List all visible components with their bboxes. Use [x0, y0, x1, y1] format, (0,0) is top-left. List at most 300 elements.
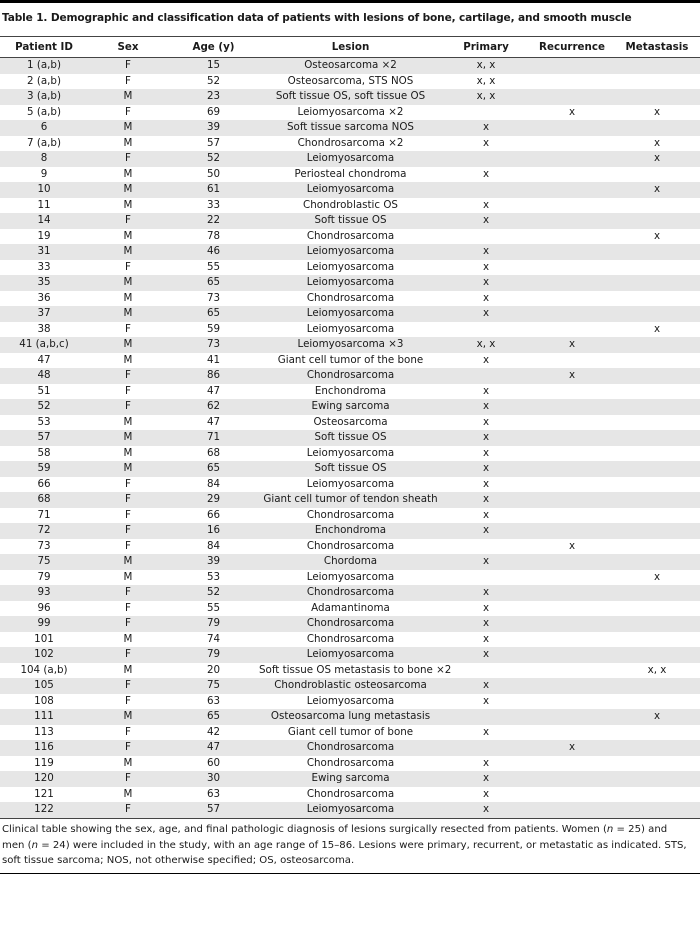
cell-sex: F — [88, 771, 168, 787]
cell-patient-id: 10 — [0, 182, 88, 198]
cell-lesion: Soft tissue sarcoma NOS — [259, 120, 442, 136]
cell-primary: x — [482, 446, 490, 459]
table-row — [0, 446, 700, 462]
table-row — [0, 306, 700, 322]
cell-sex: M — [123, 787, 133, 800]
cell-primary: x — [442, 430, 530, 446]
table-row — [0, 167, 700, 183]
cell-patient-id: 2 (a,b) — [27, 74, 61, 87]
table-row — [0, 756, 700, 772]
cell-recurrence — [530, 492, 614, 508]
cell-metastasis — [614, 461, 700, 477]
cell-primary: x — [482, 477, 490, 490]
cell-sex: F — [88, 58, 168, 74]
cell-lesion: Soft tissue OS — [259, 430, 442, 446]
bottom-rule — [0, 873, 700, 874]
cell-primary: x — [442, 244, 530, 260]
table-row — [0, 477, 700, 493]
cell-recurrence — [530, 322, 614, 338]
cell-sex: M — [123, 229, 133, 242]
cell-metastasis — [614, 647, 700, 663]
cell-metastasis — [614, 89, 700, 105]
cell-recurrence — [530, 477, 614, 493]
cell-lesion: Soft tissue OS — [259, 461, 442, 477]
table-row — [0, 523, 700, 539]
cell-age: 15 — [168, 58, 259, 74]
table-row — [0, 291, 700, 307]
cell-metastasis — [614, 337, 700, 353]
cell-metastasis: x — [614, 182, 700, 198]
cell-patient-id: 104 (a,b) — [20, 663, 68, 676]
cell-lesion: Periosteal chondroma — [294, 167, 407, 180]
table-row — [0, 694, 700, 710]
cell-recurrence — [530, 260, 614, 276]
cell-lesion: Ewing sarcoma — [259, 399, 442, 415]
table-row — [0, 802, 700, 818]
cell-primary: x — [482, 415, 490, 428]
cell-primary: x — [482, 725, 490, 738]
cell-recurrence — [530, 167, 614, 183]
cell-patient-id: 53 — [37, 415, 51, 428]
cell-sex: F — [125, 508, 131, 521]
cell-primary — [442, 709, 530, 725]
cell-lesion: Adamantinoma — [311, 601, 390, 614]
cell-age: 63 — [206, 694, 221, 707]
cell-patient-id: 19 — [37, 229, 51, 242]
cell-patient-id: 3 (a,b) — [0, 89, 88, 105]
cell-recurrence — [530, 461, 614, 477]
cell-metastasis — [614, 384, 700, 400]
cell-lesion: Leiomyosarcoma — [259, 275, 442, 291]
cell-age: 47 — [206, 384, 221, 397]
cell-patient-id: 33 — [37, 260, 51, 273]
cell-age: 59 — [206, 322, 221, 335]
table-header — [0, 37, 700, 58]
cell-recurrence — [530, 244, 614, 260]
cell-metastasis: x, x — [647, 663, 667, 676]
cell-sex: M — [123, 756, 133, 769]
cell-patient-id: 47 — [37, 353, 51, 366]
cell-sex: M — [88, 120, 168, 136]
cell-lesion: Chondrosarcoma — [259, 585, 442, 601]
top-rule — [0, 0, 700, 3]
cell-recurrence — [530, 306, 614, 322]
cell-age: 55 — [206, 601, 221, 614]
cell-lesion: Chordoma — [259, 554, 442, 570]
cell-recurrence — [530, 136, 614, 152]
cell-age: 42 — [206, 725, 221, 738]
cell-metastasis: x — [653, 105, 661, 118]
cell-sex: M — [123, 291, 133, 304]
table-row — [0, 322, 700, 338]
cell-patient-id: 8 — [0, 151, 88, 167]
table-row — [0, 213, 700, 229]
cell-patient-id: 58 — [37, 446, 51, 459]
cell-patient-id: 35 — [0, 275, 88, 291]
cell-recurrence — [530, 616, 614, 632]
cell-primary: x — [442, 213, 530, 229]
table-row — [0, 740, 700, 756]
cell-lesion: Chondrosarcoma — [306, 756, 395, 769]
cell-sex: M — [123, 167, 133, 180]
cell-recurrence: x — [530, 368, 614, 384]
cell-sex: M — [88, 337, 168, 353]
cell-age: 47 — [206, 415, 221, 428]
cell-metastasis — [614, 554, 700, 570]
cell-sex: F — [88, 399, 168, 415]
cell-patient-id: 102 — [0, 647, 88, 663]
cell-age: 78 — [206, 229, 221, 242]
cell-primary: x — [442, 492, 530, 508]
cell-age: 60 — [206, 756, 221, 769]
cell-age: 65 — [168, 306, 259, 322]
cell-recurrence: x — [568, 539, 576, 552]
cell-age: 84 — [206, 539, 221, 552]
cell-patient-id: 96 — [37, 601, 51, 614]
cell-patient-id: 57 — [0, 430, 88, 446]
cell-age: 65 — [168, 461, 259, 477]
cell-lesion: Osteosarcoma lung metastasis — [259, 709, 442, 725]
cell-metastasis — [614, 678, 700, 694]
cell-primary: x — [442, 678, 530, 694]
cell-patient-id: 38 — [37, 322, 51, 335]
cell-patient-id: 121 — [34, 787, 54, 800]
table-row — [0, 663, 700, 679]
cell-sex: M — [123, 198, 133, 211]
cell-primary — [442, 368, 530, 384]
cell-metastasis — [614, 167, 700, 183]
table-row — [0, 539, 700, 555]
cell-sex: F — [125, 539, 131, 552]
header-row — [0, 37, 700, 58]
header-primary: Primary — [463, 41, 509, 53]
cell-age: 73 — [206, 291, 221, 304]
cell-sex: F — [125, 322, 131, 335]
cell-sex: M — [123, 415, 133, 428]
cell-patient-id: 105 — [0, 678, 88, 694]
table-row — [0, 787, 700, 803]
cell-metastasis — [614, 632, 700, 648]
cell-primary — [442, 663, 530, 679]
cell-lesion: Soft tissue OS, soft tissue OS — [259, 89, 442, 105]
cell-lesion: Leiomyosarcoma ×3 — [259, 337, 442, 353]
cell-primary: x — [442, 647, 530, 663]
cell-recurrence — [530, 353, 614, 369]
cell-lesion: Giant cell tumor of bone — [287, 725, 414, 738]
cell-patient-id: 14 — [0, 213, 88, 229]
cell-lesion: Enchondroma — [314, 384, 387, 397]
cell-metastasis — [614, 725, 700, 741]
cell-primary: x — [442, 120, 530, 136]
cell-primary: x — [482, 756, 490, 769]
table-row — [0, 105, 700, 121]
cell-metastasis — [614, 198, 700, 214]
cell-lesion: Chondrosarcoma — [306, 787, 395, 800]
cell-recurrence — [530, 601, 614, 617]
table-footnote: Clinical table showing the sex, age, and final pathologic diagnosis of lesions surgically resected from patients. Women (n = 25) and men (n = 24) were included in the study, with an age range of 15–86. Lesions were primary, recurrent, or metastatic as indicated. STS, soft tissue sarcoma; NOS, not otherwise specified; OS, osteosarcoma. — [2, 824, 687, 866]
cell-age: 57 — [206, 136, 221, 149]
cell-sex: F — [88, 368, 168, 384]
cell-recurrence — [530, 430, 614, 446]
table-caption: Table 1. Demographic and classification data of patients with lesions of bone, cartilage, and smooth muscle — [2, 12, 632, 24]
cell-metastasis — [614, 275, 700, 291]
cell-lesion: Chondrosarcoma — [259, 616, 442, 632]
cell-lesion: Leiomyosarcoma — [306, 694, 395, 707]
cell-lesion: Leiomyosarcoma — [259, 306, 442, 322]
cell-recurrence — [530, 291, 614, 307]
cell-patient-id: 5 (a,b) — [27, 105, 61, 118]
cell-sex: F — [125, 384, 131, 397]
cell-age: 46 — [168, 244, 259, 260]
table-row — [0, 58, 700, 74]
cell-age: 39 — [168, 554, 259, 570]
cell-patient-id: 59 — [0, 461, 88, 477]
cell-patient-id: 111 — [0, 709, 88, 725]
cell-metastasis — [614, 756, 700, 772]
cell-sex: M — [88, 275, 168, 291]
cell-lesion: Leiomyosarcoma — [306, 477, 395, 490]
cell-recurrence — [530, 554, 614, 570]
table-row — [0, 353, 700, 369]
cell-primary: x — [482, 167, 490, 180]
table-row — [0, 678, 700, 694]
cell-sex: F — [88, 523, 168, 539]
cell-age: 75 — [168, 678, 259, 694]
cell-patient-id: 37 — [0, 306, 88, 322]
cell-recurrence — [530, 725, 614, 741]
header-metastasis: Metastasis — [625, 41, 689, 53]
cell-recurrence — [530, 213, 614, 229]
cell-recurrence — [530, 508, 614, 524]
cell-recurrence — [530, 647, 614, 663]
table-row — [0, 275, 700, 291]
cell-age: 66 — [206, 508, 221, 521]
cell-recurrence — [530, 120, 614, 136]
cell-lesion: Leiomyosarcoma — [306, 570, 395, 583]
cell-lesion: Chondrosarcoma — [259, 740, 442, 756]
cell-primary: x — [442, 399, 530, 415]
cell-age: 68 — [206, 446, 221, 459]
cell-metastasis — [614, 508, 700, 524]
cell-sex: F — [125, 260, 131, 273]
table-row — [0, 368, 700, 384]
table-row — [0, 260, 700, 276]
cell-metastasis — [614, 58, 700, 74]
cell-lesion: Leiomyosarcoma — [259, 244, 442, 260]
cell-age: 20 — [206, 663, 221, 676]
cell-patient-id: 11 — [37, 198, 51, 211]
cell-metastasis — [614, 601, 700, 617]
cell-sex: M — [123, 663, 133, 676]
cell-recurrence — [530, 198, 614, 214]
cell-sex: M — [88, 709, 168, 725]
table-row — [0, 461, 700, 477]
cell-primary — [442, 740, 530, 756]
cell-metastasis — [614, 523, 700, 539]
cell-lesion: Leiomyosarcoma ×2 — [297, 105, 404, 118]
cell-patient-id: 101 — [34, 632, 54, 645]
cell-age: 52 — [168, 585, 259, 601]
cell-sex: F — [88, 647, 168, 663]
cell-age: 65 — [168, 709, 259, 725]
cell-lesion: Giant cell tumor of tendon sheath — [259, 492, 442, 508]
cell-sex: M — [123, 353, 133, 366]
cell-primary: x — [442, 554, 530, 570]
cell-metastasis — [614, 399, 700, 415]
cell-primary — [442, 322, 530, 338]
cell-sex: M — [88, 461, 168, 477]
cell-recurrence — [530, 275, 614, 291]
cell-recurrence — [530, 663, 614, 679]
cell-lesion: Leiomyosarcoma — [259, 647, 442, 663]
cell-patient-id: 52 — [0, 399, 88, 415]
cell-sex: F — [88, 802, 168, 818]
cell-recurrence — [530, 58, 614, 74]
cell-primary: x — [442, 275, 530, 291]
table-row — [0, 647, 700, 663]
cell-primary: x — [482, 291, 490, 304]
cell-metastasis — [614, 477, 700, 493]
cell-recurrence — [530, 694, 614, 710]
cell-age: 23 — [168, 89, 259, 105]
cell-age: 55 — [206, 260, 221, 273]
cell-primary — [442, 182, 530, 198]
table-row — [0, 151, 700, 167]
cell-recurrence — [530, 709, 614, 725]
cell-recurrence — [530, 632, 614, 648]
cell-metastasis — [614, 787, 700, 803]
cell-lesion: Leiomyosarcoma — [259, 802, 442, 818]
table-row — [0, 616, 700, 632]
cell-lesion: Chondrosarcoma — [306, 632, 395, 645]
cell-patient-id: 73 — [37, 539, 51, 552]
cell-recurrence — [530, 585, 614, 601]
cell-primary: x — [442, 461, 530, 477]
cell-age: 16 — [168, 523, 259, 539]
cell-recurrence — [530, 74, 614, 90]
header-patient-id: Patient ID — [15, 41, 73, 53]
cell-patient-id: 99 — [0, 616, 88, 632]
header-age: Age (y) — [192, 41, 235, 53]
cell-age: 73 — [168, 337, 259, 353]
cell-lesion: Ewing sarcoma — [259, 771, 442, 787]
cell-primary: x — [442, 771, 530, 787]
cell-primary: x, x — [442, 58, 530, 74]
table-row — [0, 198, 700, 214]
cell-age: 79 — [168, 647, 259, 663]
cell-sex: F — [125, 105, 131, 118]
cell-lesion: Leiomyosarcoma — [306, 446, 395, 459]
cell-sex: F — [88, 740, 168, 756]
cell-age: 29 — [168, 492, 259, 508]
cell-recurrence — [530, 802, 614, 818]
cell-metastasis — [614, 616, 700, 632]
cell-lesion: Chondrosarcoma ×2 — [297, 136, 404, 149]
header-lesion: Lesion — [331, 41, 370, 53]
cell-metastasis — [614, 740, 700, 756]
cell-sex: F — [88, 492, 168, 508]
cell-recurrence: x — [568, 105, 576, 118]
table-row — [0, 384, 700, 400]
cell-age: 61 — [168, 182, 259, 198]
table-row — [0, 74, 700, 90]
cell-lesion: Giant cell tumor of the bone — [277, 353, 424, 366]
cell-sex: M — [123, 446, 133, 459]
cell-patient-id: 75 — [0, 554, 88, 570]
cell-sex: M — [88, 554, 168, 570]
table-row — [0, 430, 700, 446]
cell-age: 65 — [168, 275, 259, 291]
cell-patient-id: 116 — [0, 740, 88, 756]
cell-patient-id: 66 — [37, 477, 51, 490]
cell-sex: F — [88, 151, 168, 167]
cell-sex: F — [88, 678, 168, 694]
cell-patient-id: 48 — [0, 368, 88, 384]
cell-sex: M — [88, 89, 168, 105]
cell-lesion: Osteosarcoma, STS NOS — [287, 74, 414, 87]
cell-age: 50 — [206, 167, 221, 180]
header-recurrence: Recurrence — [539, 41, 605, 53]
cell-metastasis — [614, 120, 700, 136]
cell-age: 33 — [206, 198, 221, 211]
cell-primary: x — [482, 198, 490, 211]
cell-recurrence — [530, 399, 614, 415]
cell-patient-id: 9 — [40, 167, 48, 180]
cell-sex: M — [123, 632, 133, 645]
cell-recurrence — [530, 384, 614, 400]
cell-metastasis — [614, 213, 700, 229]
cell-lesion: Soft tissue OS — [259, 213, 442, 229]
cell-primary: x — [442, 306, 530, 322]
cell-primary: x, x — [442, 337, 530, 353]
cell-primary: x — [482, 260, 490, 273]
cell-patient-id: 1 (a,b) — [0, 58, 88, 74]
cell-lesion: Leiomyosarcoma — [259, 151, 442, 167]
cell-recurrence — [530, 523, 614, 539]
patient-table — [0, 36, 700, 819]
cell-primary: x, x — [476, 74, 496, 87]
cell-lesion: Chondroblastic osteosarcoma — [259, 678, 442, 694]
cell-recurrence — [530, 756, 614, 772]
cell-recurrence — [530, 151, 614, 167]
cell-patient-id: 113 — [34, 725, 54, 738]
cell-metastasis — [614, 368, 700, 384]
cell-recurrence — [530, 771, 614, 787]
table-row — [0, 337, 700, 353]
cell-age: 79 — [168, 616, 259, 632]
cell-lesion: Chondrosarcoma — [306, 229, 395, 242]
cell-age: 52 — [206, 74, 221, 87]
cell-age: 52 — [168, 151, 259, 167]
cell-primary: x — [482, 601, 490, 614]
cell-primary — [442, 570, 530, 586]
cell-metastasis — [614, 74, 700, 90]
cell-recurrence: x — [530, 740, 614, 756]
cell-recurrence — [530, 446, 614, 462]
cell-lesion: Leiomyosarcoma — [306, 260, 395, 273]
cell-age: 47 — [168, 740, 259, 756]
cell-primary: x — [482, 694, 490, 707]
table-row — [0, 182, 700, 198]
cell-metastasis: x — [614, 709, 700, 725]
table-body — [0, 58, 700, 819]
cell-metastasis: x — [653, 136, 661, 149]
cell-age: 86 — [168, 368, 259, 384]
cell-age: 22 — [168, 213, 259, 229]
table-row — [0, 709, 700, 725]
cell-primary: x — [442, 523, 530, 539]
cell-recurrence — [530, 182, 614, 198]
